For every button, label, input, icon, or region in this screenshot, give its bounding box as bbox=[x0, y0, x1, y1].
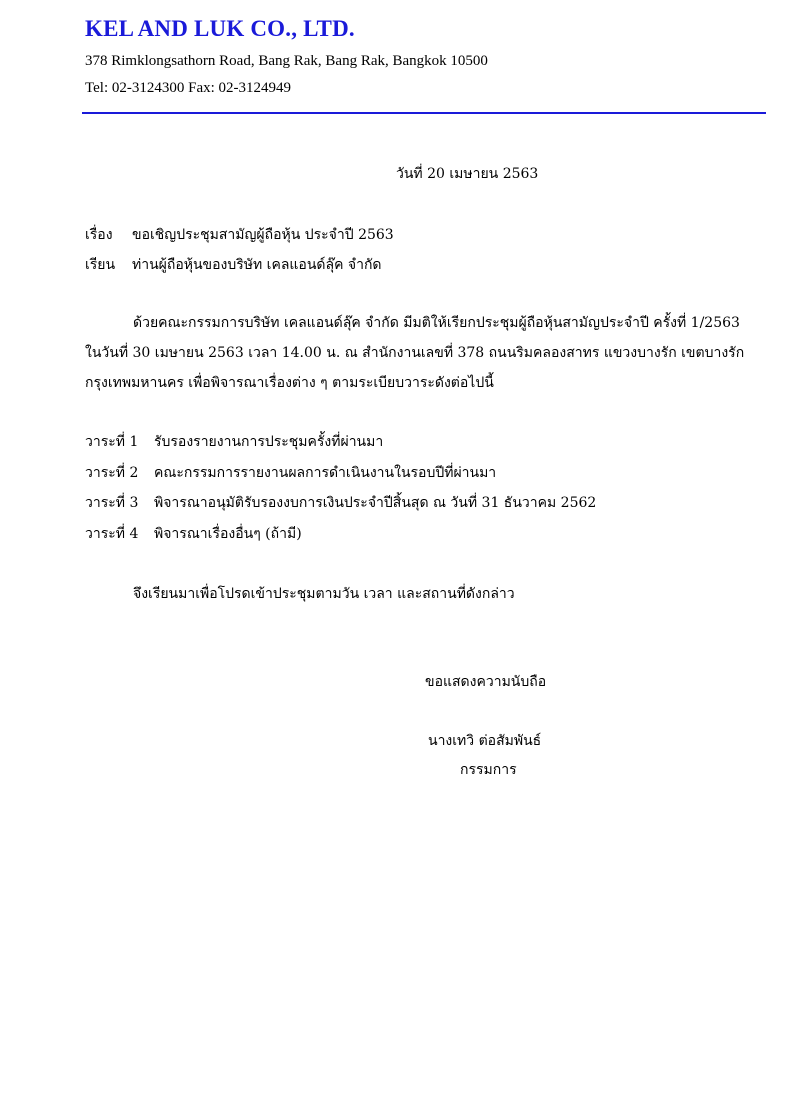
signer-name: นางเทวิ ต่อสัมพันธ์ bbox=[428, 733, 542, 749]
company-address: 378 Rimklongsathorn Road, Bang Rak, Bang Rak, Bangkok 10500 bbox=[85, 53, 488, 69]
agenda-item-text: คณะกรรมการรายงานผลการดำเนินงานในรอบปีที่ผ่านมา bbox=[154, 465, 497, 481]
closing-line: จึงเรียนมาเพื่อโปรดเข้าประชุมตามวัน เวลา และสถานที่ดังกล่าว bbox=[133, 586, 515, 602]
body-line-2: ในวันที่ 30 เมษายน 2563 เวลา 14.00 น. ณ สำนักงานเลขที่ 378 ถนนริมคลองสาทร แขวงบางรัก เขตบางรัก bbox=[85, 345, 745, 361]
recipient-label: เรียน bbox=[85, 257, 116, 273]
signer-title: กรรมการ bbox=[460, 762, 517, 778]
subject-label: เรื่อง bbox=[85, 227, 113, 243]
company-contact: Tel: 02-3124300 Fax: 02-3124949 bbox=[85, 80, 292, 96]
recipient-text: ท่านผู้ถือหุ้นของบริษัท เคลแอนด์ลุ๊ค จำกัด bbox=[132, 257, 382, 273]
body-line-1: ด้วยคณะกรรมการบริษัท เคลแอนด์ลุ๊ค จำกัด มีมติให้เรียกประชุมผู้ถือหุ้นสามัญประจำปี ครั้งที่ 1/2563 bbox=[133, 315, 740, 331]
agenda-item-text: พิจารณาเรื่องอื่นๆ (ถ้ามี) bbox=[154, 526, 302, 542]
agenda-item-label: วาระที่ 1 bbox=[85, 434, 139, 450]
regards-text: ขอแสดงความนับถือ bbox=[425, 674, 547, 690]
agenda-item-label: วาระที่ 3 bbox=[85, 495, 139, 511]
agenda-item-text: รับรองรายงานการประชุมครั้งที่ผ่านมา bbox=[154, 434, 384, 450]
header-divider bbox=[82, 112, 766, 114]
subject-text: ขอเชิญประชุมสามัญผู้ถือหุ้น ประจำปี 2563 bbox=[132, 227, 394, 243]
agenda-item-label: วาระที่ 4 bbox=[85, 526, 139, 542]
agenda-item-text: พิจารณาอนุมัติรับรองงบการเงินประจำปีสิ้นสุด ณ วันที่ 31 ธันวาคม 2562 bbox=[154, 495, 597, 511]
body-line-3: กรุงเทพมหานคร เพื่อพิจารณาเรื่องต่าง ๆ ตามระเบียบวาระดังต่อไปนี้ bbox=[85, 375, 494, 391]
company-name: KEL AND LUK CO., LTD. bbox=[85, 16, 355, 41]
letter-date: วันที่ 20 เมษายน 2563 bbox=[396, 166, 539, 182]
agenda-item-label: วาระที่ 2 bbox=[85, 465, 139, 481]
